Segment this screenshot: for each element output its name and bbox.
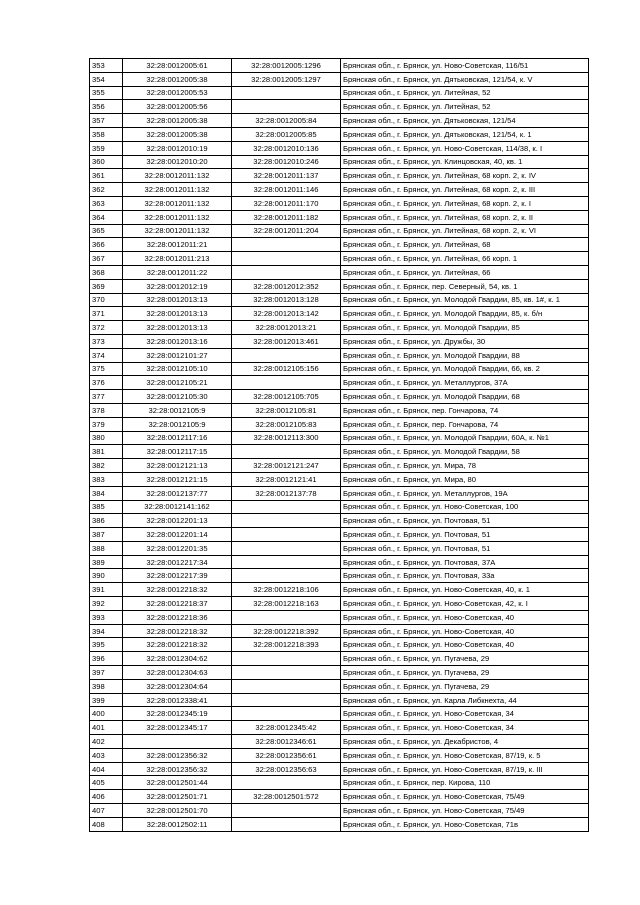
building-number-cell: 32:28:0012011:204 [232, 224, 341, 238]
building-number-cell [232, 693, 341, 707]
row-number-cell: 399 [90, 693, 123, 707]
parcel-number-cell: 32:28:0012201:14 [123, 528, 232, 542]
parcel-number-cell: 32:28:0012218:37 [123, 597, 232, 611]
table-row [90, 362, 589, 376]
table-row [90, 196, 589, 210]
building-number-cell: 32:28:0012011:146 [232, 183, 341, 197]
parcel-number-cell: 32:28:0012501:71 [123, 790, 232, 804]
table-row [90, 569, 589, 583]
row-number-cell: 378 [90, 403, 123, 417]
row-number-cell: 362 [90, 183, 123, 197]
parcel-number-cell: 32:28:0012304:63 [123, 666, 232, 680]
table-row [90, 376, 589, 390]
address-cell: Брянская обл., г. Брянск, ул. Почтовая, 51 [341, 541, 589, 555]
table-row [90, 610, 589, 624]
building-number-cell [232, 541, 341, 555]
building-number-cell: 32:28:0012345:42 [232, 721, 341, 735]
parcel-number-cell: 32:28:0012013:13 [123, 293, 232, 307]
row-number-cell: 393 [90, 610, 123, 624]
address-cell: Брянская обл., г. Брянск, пер. Северный, 54, кв. 1 [341, 279, 589, 293]
table-row [90, 500, 589, 514]
address-cell: Брянская обл., г. Брянск, ул. Металлургов, 19А [341, 486, 589, 500]
row-number-cell: 385 [90, 500, 123, 514]
building-number-cell [232, 804, 341, 818]
parcel-number-cell: 32:28:0012005:56 [123, 100, 232, 114]
row-number-cell: 387 [90, 528, 123, 542]
table-row [90, 666, 589, 680]
parcel-number-cell: 32:28:0012141:162 [123, 500, 232, 514]
parcel-number-cell: 32:28:0012011:132 [123, 183, 232, 197]
building-number-cell [232, 265, 341, 279]
building-number-cell [232, 376, 341, 390]
row-number-cell: 376 [90, 376, 123, 390]
table-row [90, 735, 589, 749]
building-number-cell [232, 445, 341, 459]
row-number-cell: 373 [90, 334, 123, 348]
table-row [90, 721, 589, 735]
row-number-cell: 360 [90, 155, 123, 169]
building-number-cell: 32:28:0012356:63 [232, 762, 341, 776]
building-number-cell: 32:28:0012218:106 [232, 583, 341, 597]
table-row [90, 707, 589, 721]
row-number-cell: 392 [90, 597, 123, 611]
row-number-cell: 403 [90, 748, 123, 762]
address-cell: Брянская обл., г. Брянск, ул. Ново-Советская, 75/49 [341, 790, 589, 804]
parcel-number-cell: 32:28:0012217:39 [123, 569, 232, 583]
table-row [90, 583, 589, 597]
table-row [90, 459, 589, 473]
parcel-number-cell: 32:28:0012201:13 [123, 514, 232, 528]
parcel-number-cell: 32:28:0012011:213 [123, 252, 232, 266]
building-number-cell: 32:28:0012013:21 [232, 321, 341, 335]
parcel-number-cell: 32:28:0012013:16 [123, 334, 232, 348]
address-cell: Брянская обл., г. Брянск, ул. Ново-Советская, 87/19, к. 5 [341, 748, 589, 762]
row-number-cell: 398 [90, 679, 123, 693]
address-cell: Брянская обл., г. Брянск, ул. Мира, 80 [341, 472, 589, 486]
parcel-number-cell: 32:28:0012121:15 [123, 472, 232, 486]
address-cell: Брянская обл., г. Брянск, ул. Литейная, 66 [341, 265, 589, 279]
row-number-cell: 371 [90, 307, 123, 321]
table-row [90, 293, 589, 307]
table-row [90, 141, 589, 155]
row-number-cell: 395 [90, 638, 123, 652]
row-number-cell: 402 [90, 735, 123, 749]
address-cell: Брянская обл., г. Брянск, ул. Пугачева, 29 [341, 666, 589, 680]
table-row [90, 86, 589, 100]
table-row [90, 486, 589, 500]
address-cell: Брянская обл., г. Брянск, ул. Литейная, 68 корп. 2, к. III [341, 183, 589, 197]
address-cell: Брянская обл., г. Брянск, ул. Ново-Советская, 40, к. 1 [341, 583, 589, 597]
address-cell: Брянская обл., г. Брянск, ул. Мира, 78 [341, 459, 589, 473]
row-number-cell: 356 [90, 100, 123, 114]
building-number-cell: 32:28:0012013:128 [232, 293, 341, 307]
address-cell: Брянская обл., г. Брянск, ул. Металлургов, 37А [341, 376, 589, 390]
parcel-number-cell: 32:28:0012201:35 [123, 541, 232, 555]
row-number-cell: 368 [90, 265, 123, 279]
row-number-cell: 390 [90, 569, 123, 583]
table-row [90, 514, 589, 528]
parcel-number-cell: 32:28:0012218:32 [123, 638, 232, 652]
address-cell: Брянская обл., г. Брянск, ул. Ново-Советская, 87/19, к. III [341, 762, 589, 776]
building-number-cell [232, 679, 341, 693]
row-number-cell: 391 [90, 583, 123, 597]
building-number-cell: 32:28:0012010:136 [232, 141, 341, 155]
table-row [90, 445, 589, 459]
address-cell: Брянская обл., г. Брянск, ул. Литейная, 66 корп. 1 [341, 252, 589, 266]
address-cell: Брянская обл., г. Брянск, ул. Ново-Советская, 71в [341, 817, 589, 831]
parcel-number-cell: 32:28:0012005:38 [123, 127, 232, 141]
building-number-cell [232, 514, 341, 528]
address-cell: Брянская обл., г. Брянск, ул. Почтовая, 37А [341, 555, 589, 569]
row-number-cell: 374 [90, 348, 123, 362]
table-row [90, 210, 589, 224]
table-row [90, 252, 589, 266]
building-number-cell: 32:28:0012113:300 [232, 431, 341, 445]
address-cell: Брянская обл., г. Брянск, ул. Ново-Советская, 116/51 [341, 59, 589, 73]
parcel-number-cell: 32:28:0012005:61 [123, 59, 232, 73]
row-number-cell: 383 [90, 472, 123, 486]
table-row [90, 624, 589, 638]
row-number-cell: 359 [90, 141, 123, 155]
row-number-cell: 381 [90, 445, 123, 459]
building-number-cell [232, 252, 341, 266]
building-number-cell [232, 555, 341, 569]
address-cell: Брянская обл., г. Брянск, пер. Гончарова, 74 [341, 417, 589, 431]
parcel-number-cell: 32:28:0012356:32 [123, 748, 232, 762]
table-row [90, 403, 589, 417]
address-cell: Брянская обл., г. Брянск, ул. Молодой Гвардии, 85, кв. 1#, к. 1 [341, 293, 589, 307]
building-number-cell [232, 100, 341, 114]
row-number-cell: 370 [90, 293, 123, 307]
building-number-cell: 32:28:0012105:81 [232, 403, 341, 417]
row-number-cell: 369 [90, 279, 123, 293]
row-number-cell: 382 [90, 459, 123, 473]
row-number-cell: 401 [90, 721, 123, 735]
row-number-cell: 396 [90, 652, 123, 666]
row-number-cell: 375 [90, 362, 123, 376]
table-row [90, 431, 589, 445]
address-cell: Брянская обл., г. Брянск, ул. Молодой Гвардии, 85, к. б/н [341, 307, 589, 321]
building-number-cell: 32:28:0012105:705 [232, 390, 341, 404]
address-cell: Брянская обл., г. Брянск, ул. Ново-Советская, 40 [341, 624, 589, 638]
parcel-number-cell: 32:28:0012011:132 [123, 169, 232, 183]
parcel-number-cell: 32:28:0012010:19 [123, 141, 232, 155]
parcel-number-cell: 32:28:0012105:30 [123, 390, 232, 404]
address-cell: Брянская обл., г. Брянск, ул. Дятьковская, 121/54 [341, 114, 589, 128]
row-number-cell: 367 [90, 252, 123, 266]
row-number-cell: 353 [90, 59, 123, 73]
address-cell: Брянская обл., г. Брянск, ул. Дружбы, 30 [341, 334, 589, 348]
row-number-cell: 365 [90, 224, 123, 238]
address-cell: Брянская обл., г. Брянск, ул. Декабристов, 4 [341, 735, 589, 749]
parcel-number-cell: 32:28:0012501:44 [123, 776, 232, 790]
address-cell: Брянская обл., г. Брянск, ул. Молодой Гвардии, 88 [341, 348, 589, 362]
parcel-number-cell: 32:28:0012011:132 [123, 196, 232, 210]
parcel-number-cell: 32:28:0012345:17 [123, 721, 232, 735]
table-row [90, 555, 589, 569]
parcel-number-cell: 32:28:0012011:22 [123, 265, 232, 279]
building-number-cell: 32:28:0012218:393 [232, 638, 341, 652]
building-number-cell: 32:28:0012105:83 [232, 417, 341, 431]
building-number-cell: 32:28:0012356:61 [232, 748, 341, 762]
address-cell: Брянская обл., г. Брянск, ул. Литейная, 52 [341, 86, 589, 100]
parcel-number-cell: 32:28:0012304:62 [123, 652, 232, 666]
building-number-cell [232, 707, 341, 721]
table-row [90, 679, 589, 693]
table-row [90, 417, 589, 431]
building-number-cell [232, 528, 341, 542]
address-cell: Брянская обл., г. Брянск, ул. Ново-Советская, 34 [341, 707, 589, 721]
address-cell: Брянская обл., г. Брянск, пер. Кирова, 110 [341, 776, 589, 790]
address-cell: Брянская обл., г. Брянск, пер. Гончарова, 74 [341, 403, 589, 417]
parcel-number-cell: 32:28:0012345:19 [123, 707, 232, 721]
address-cell: Брянская обл., г. Брянск, ул. Литейная, 68 корп. 2, к. II [341, 210, 589, 224]
building-number-cell: 32:28:0012010:246 [232, 155, 341, 169]
row-number-cell: 377 [90, 390, 123, 404]
row-number-cell: 397 [90, 666, 123, 680]
parcel-number-cell: 32:28:0012005:38 [123, 114, 232, 128]
address-cell: Брянская обл., г. Брянск, ул. Пугачева, 29 [341, 679, 589, 693]
building-number-cell: 32:28:0012013:142 [232, 307, 341, 321]
address-cell: Брянская обл., г. Брянск, ул. Ново-Советская, 34 [341, 721, 589, 735]
parcel-number-cell: 32:28:0012105:21 [123, 376, 232, 390]
row-number-cell: 364 [90, 210, 123, 224]
table-row [90, 155, 589, 169]
row-number-cell: 380 [90, 431, 123, 445]
address-cell: Брянская обл., г. Брянск, ул. Литейная, 68 корп. 2, к. IV [341, 169, 589, 183]
table-row [90, 528, 589, 542]
parcel-number-cell: 32:28:0012117:15 [123, 445, 232, 459]
parcel-number-cell: 32:28:0012012:19 [123, 279, 232, 293]
table-row [90, 597, 589, 611]
row-number-cell: 379 [90, 417, 123, 431]
row-number-cell: 388 [90, 541, 123, 555]
parcel-number-cell: 32:28:0012105:9 [123, 417, 232, 431]
row-number-cell: 407 [90, 804, 123, 818]
parcel-number-cell: 32:28:0012005:38 [123, 72, 232, 86]
table-row [90, 817, 589, 831]
building-number-cell [232, 666, 341, 680]
parcel-number-cell: 32:28:0012218:36 [123, 610, 232, 624]
row-number-cell: 366 [90, 238, 123, 252]
building-number-cell [232, 652, 341, 666]
address-cell: Брянская обл., г. Брянск, ул. Ново-Советская, 40 [341, 638, 589, 652]
parcel-number-cell: 32:28:0012218:32 [123, 624, 232, 638]
building-number-cell: 32:28:0012011:170 [232, 196, 341, 210]
address-cell: Брянская обл., г. Брянск, ул. Ново-Советская, 40 [341, 610, 589, 624]
parcel-number-cell: 32:28:0012356:32 [123, 762, 232, 776]
table-row [90, 790, 589, 804]
building-number-cell: 32:28:0012501:572 [232, 790, 341, 804]
building-number-cell [232, 569, 341, 583]
row-number-cell: 355 [90, 86, 123, 100]
address-cell: Брянская обл., г. Брянск, ул. Пугачева, 29 [341, 652, 589, 666]
address-cell: Брянская обл., г. Брянск, ул. Ново-Советская, 100 [341, 500, 589, 514]
parcel-number-cell: 32:28:0012013:13 [123, 307, 232, 321]
parcel-number-cell: 32:28:0012011:21 [123, 238, 232, 252]
table-row [90, 541, 589, 555]
building-number-cell: 32:28:0012137:78 [232, 486, 341, 500]
table-row [90, 804, 589, 818]
parcel-number-cell: 32:28:0012338:41 [123, 693, 232, 707]
row-number-cell: 404 [90, 762, 123, 776]
table-row [90, 238, 589, 252]
table-row [90, 472, 589, 486]
row-number-cell: 358 [90, 127, 123, 141]
parcel-number-cell: 32:28:0012121:13 [123, 459, 232, 473]
address-cell: Брянская обл., г. Брянск, ул. Почтовая, 51 [341, 528, 589, 542]
address-cell: Брянская обл., г. Брянск, ул. Молодой Гвардии, 85 [341, 321, 589, 335]
address-cell: Брянская обл., г. Брянск, ул. Ново-Советская, 75/49 [341, 804, 589, 818]
building-number-cell: 32:28:0012346:61 [232, 735, 341, 749]
parcel-number-cell [123, 735, 232, 749]
row-number-cell: 400 [90, 707, 123, 721]
row-number-cell: 384 [90, 486, 123, 500]
row-number-cell: 386 [90, 514, 123, 528]
row-number-cell: 361 [90, 169, 123, 183]
address-cell: Брянская обл., г. Брянск, ул. Ново-Советская, 114/38, к. I [341, 141, 589, 155]
parcel-number-cell: 32:28:0012304:64 [123, 679, 232, 693]
table-row [90, 100, 589, 114]
building-number-cell: 32:28:0012005:1296 [232, 59, 341, 73]
address-cell: Брянская обл., г. Брянск, ул. Дятьковская, 121/54, к. V [341, 72, 589, 86]
building-number-cell: 32:28:0012005:84 [232, 114, 341, 128]
address-cell: Брянская обл., г. Брянск, ул. Молодой Гвардии, 66, кв. 2 [341, 362, 589, 376]
row-number-cell: 408 [90, 817, 123, 831]
building-number-cell: 32:28:0012011:137 [232, 169, 341, 183]
table-row [90, 321, 589, 335]
address-cell: Брянская обл., г. Брянск, ул. Литейная, 68 [341, 238, 589, 252]
address-cell: Брянская обл., г. Брянск, ул. Литейная, 68 корп. 2, к. I [341, 196, 589, 210]
parcel-number-cell: 32:28:0012013:13 [123, 321, 232, 335]
parcel-number-cell: 32:28:0012218:32 [123, 583, 232, 597]
table-row [90, 652, 589, 666]
row-number-cell: 406 [90, 790, 123, 804]
building-number-cell [232, 348, 341, 362]
table-body [90, 59, 589, 832]
table-row [90, 169, 589, 183]
table-row [90, 748, 589, 762]
address-cell: Брянская обл., г. Брянск, ул. Литейная, 52 [341, 100, 589, 114]
table-row [90, 279, 589, 293]
building-number-cell [232, 86, 341, 100]
table-row [90, 693, 589, 707]
parcel-number-cell: 32:28:0012502:11 [123, 817, 232, 831]
row-number-cell: 357 [90, 114, 123, 128]
building-number-cell [232, 610, 341, 624]
parcel-number-cell: 32:28:0012011:132 [123, 224, 232, 238]
address-cell: Брянская обл., г. Брянск, ул. Клинцовская, 40, кв. 1 [341, 155, 589, 169]
parcel-number-cell: 32:28:0012101:27 [123, 348, 232, 362]
address-cell: Брянская обл., г. Брянск, ул. Почтовая, 51 [341, 514, 589, 528]
building-number-cell: 32:28:0012005:1297 [232, 72, 341, 86]
address-cell: Брянская обл., г. Брянск, ул. Молодой Гвардии, 68 [341, 390, 589, 404]
address-cell: Брянская обл., г. Брянск, ул. Почтовая, 33а [341, 569, 589, 583]
parcel-number-cell: 32:28:0012105:10 [123, 362, 232, 376]
parcel-number-cell: 32:28:0012117:16 [123, 431, 232, 445]
table-row [90, 72, 589, 86]
cadastral-register-table [89, 58, 589, 832]
building-number-cell [232, 238, 341, 252]
row-number-cell: 363 [90, 196, 123, 210]
building-number-cell: 32:28:0012218:163 [232, 597, 341, 611]
address-cell: Брянская обл., г. Брянск, ул. Карла Либкнехта, 44 [341, 693, 589, 707]
table-row [90, 265, 589, 279]
address-cell: Брянская обл., г. Брянск, ул. Ново-Советская, 42, к. I [341, 597, 589, 611]
building-number-cell: 32:28:0012012:352 [232, 279, 341, 293]
row-number-cell: 372 [90, 321, 123, 335]
row-number-cell: 405 [90, 776, 123, 790]
row-number-cell: 354 [90, 72, 123, 86]
table-row [90, 127, 589, 141]
parcel-number-cell: 32:28:0012105:9 [123, 403, 232, 417]
address-cell: Брянская обл., г. Брянск, ул. Литейная, 68 корп. 2, к. VI [341, 224, 589, 238]
building-number-cell [232, 776, 341, 790]
table-row [90, 348, 589, 362]
table-row [90, 762, 589, 776]
table-row [90, 638, 589, 652]
table-row [90, 307, 589, 321]
parcel-number-cell: 32:28:0012011:132 [123, 210, 232, 224]
table-row [90, 334, 589, 348]
building-number-cell: 32:28:0012005:85 [232, 127, 341, 141]
table-row [90, 183, 589, 197]
building-number-cell: 32:28:0012121:41 [232, 472, 341, 486]
building-number-cell: 32:28:0012011:182 [232, 210, 341, 224]
parcel-number-cell: 32:28:0012005:53 [123, 86, 232, 100]
table-row [90, 59, 589, 73]
parcel-number-cell: 32:28:0012217:34 [123, 555, 232, 569]
row-number-cell: 394 [90, 624, 123, 638]
parcel-number-cell: 32:28:0012501:70 [123, 804, 232, 818]
building-number-cell: 32:28:0012121:247 [232, 459, 341, 473]
address-cell: Брянская обл., г. Брянск, ул. Молодой Гвардии, 60А, к. №1 [341, 431, 589, 445]
address-cell: Брянская обл., г. Брянск, ул. Молодой Гвардии, 58 [341, 445, 589, 459]
building-number-cell: 32:28:0012105:156 [232, 362, 341, 376]
table-row [90, 390, 589, 404]
parcel-number-cell: 32:28:0012010:20 [123, 155, 232, 169]
parcel-number-cell: 32:28:0012137:77 [123, 486, 232, 500]
building-number-cell: 32:28:0012218:392 [232, 624, 341, 638]
table-row [90, 776, 589, 790]
row-number-cell: 389 [90, 555, 123, 569]
building-number-cell [232, 817, 341, 831]
building-number-cell: 32:28:0012013:461 [232, 334, 341, 348]
building-number-cell [232, 500, 341, 514]
address-cell: Брянская обл., г. Брянск, ул. Дятьковская, 121/54, к. 1 [341, 127, 589, 141]
table-row [90, 114, 589, 128]
table-row [90, 224, 589, 238]
